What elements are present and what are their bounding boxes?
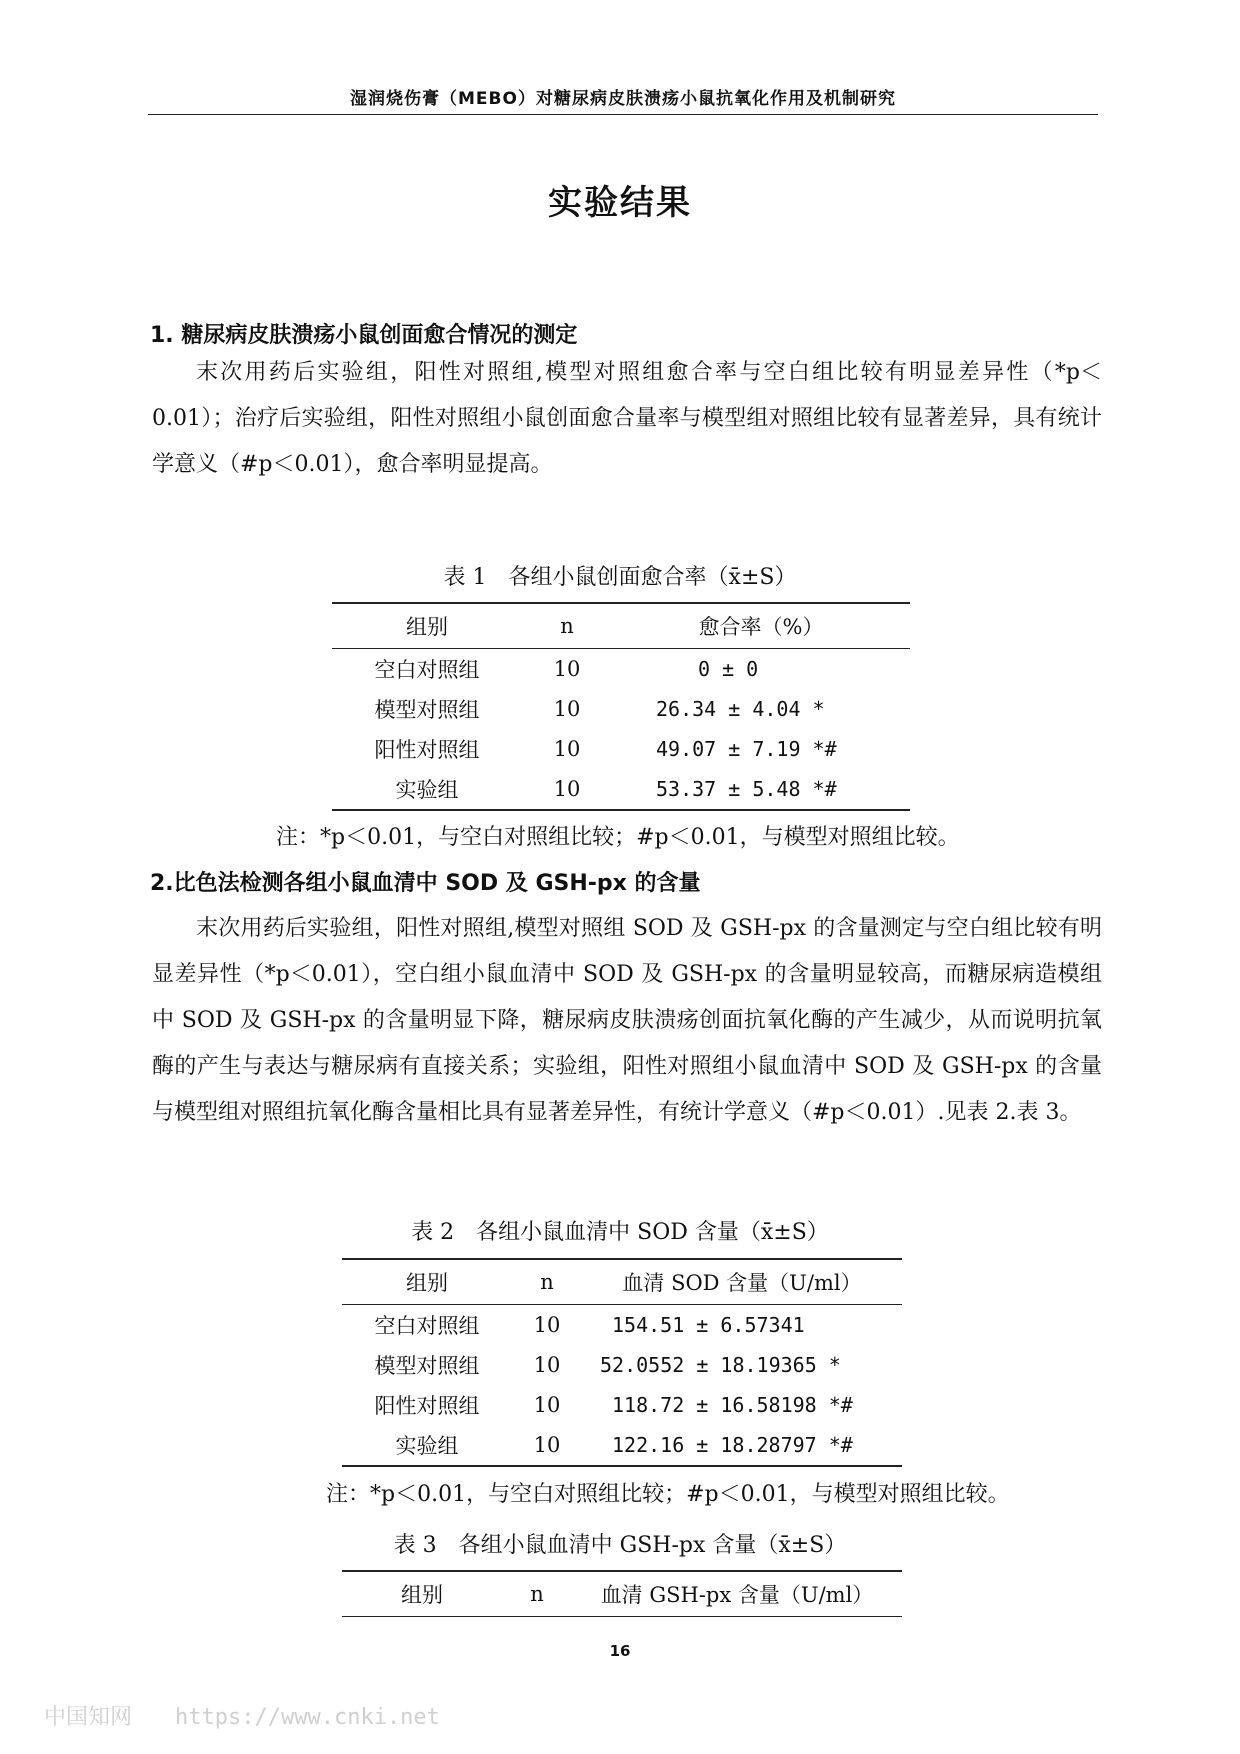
- group-cell: 实验组: [332, 769, 522, 810]
- table-row: [342, 1345, 902, 1385]
- table-row: [342, 1305, 902, 1346]
- watermark-url: https://www.cnki.net: [175, 1705, 440, 1730]
- watermark-brand: 中国知网: [44, 1705, 133, 1730]
- table-3-caption: 表 3 各组小鼠血清中 GSH-px 含量（x̄±S）: [393, 1533, 847, 1558]
- section-2-paragraph: 末次用药后实验组，阳性对照组,模型对照组 SOD 及 GSH-px 的含量测定与空白组比较有明显差异性（*p＜0.01），空白组小鼠血清中 SOD 及 GSH-px 的含量明显较高，而糖尿病造模组中 SOD 及 GSH-px 的含量明显下降，糖尿病皮肤溃疡创面抗氧化酶的产生减少，从而说明抗氧酶的产生与表达与糖尿病有直接关系；实验组，阳性对照组小鼠血清中 SOD 及 GSH-px 的含量与模型组对照组抗氧化酶含量相比具有显著差异性，有统计学意义（#p＜0.01）.见表 2.表 3。: [152, 916, 1102, 1125]
- table-header-row: [332, 603, 910, 649]
- table-row: [342, 1425, 902, 1466]
- table-row: [332, 689, 910, 729]
- value-cell: 52.0552 ± 18.19365 *: [600, 1353, 841, 1377]
- table-header-row: [342, 1571, 902, 1617]
- n-cell: 10: [533, 1353, 561, 1377]
- n-cell: 10: [533, 1393, 561, 1417]
- column-header-group: 组别: [332, 603, 522, 649]
- page-title: 实验结果: [548, 183, 692, 223]
- group-cell: 阳性对照组: [374, 1394, 480, 1418]
- table-header-row: [342, 1259, 902, 1305]
- group-cell: 空白对照组: [374, 1314, 480, 1338]
- value-cell: 122.16 ± 18.28797 *#: [582, 1425, 902, 1466]
- value-cell: 0 ± 0: [698, 657, 759, 681]
- table-1: [332, 602, 910, 811]
- header-divider: [148, 114, 1098, 115]
- group-cell: 模型对照组: [374, 698, 480, 722]
- column-header-n: n: [522, 603, 612, 649]
- value-cell: 118.72 ± 16.58198 *#: [612, 1393, 853, 1417]
- table-2: [342, 1258, 902, 1467]
- table-row: [332, 729, 910, 769]
- n-cell: 10: [553, 737, 581, 761]
- page-number: 16: [609, 1642, 631, 1660]
- column-header-group: 组别: [342, 1259, 512, 1305]
- group-cell: 模型对照组: [374, 1354, 480, 1378]
- table-row: [342, 1385, 902, 1425]
- section-2-heading: 2.比色法检测各组小鼠血清中 SOD 及 GSH-px 的含量: [150, 871, 701, 896]
- section-1-heading: 1. 糖尿病皮肤溃疡小鼠创面愈合情况的测定: [150, 323, 578, 348]
- column-header-n: n: [502, 1571, 572, 1617]
- cnki-watermark: [44, 1700, 440, 1731]
- column-header-group: 组别: [342, 1571, 502, 1617]
- table-row: [332, 649, 910, 690]
- table-row: [332, 769, 910, 810]
- value-cell: 49.07 ± 7.19 *#: [656, 737, 837, 761]
- table-2-note: 注：*p＜0.01，与空白对照组比较；#p＜0.01，与模型对照组比较。: [326, 1482, 1010, 1507]
- n-cell: 10: [512, 1425, 582, 1466]
- n-cell: 10: [522, 769, 612, 810]
- table-2-caption: 表 2 各组小鼠血清中 SOD 含量（x̄±S）: [411, 1220, 829, 1245]
- group-cell: 实验组: [342, 1425, 512, 1466]
- section-1-paragraph: 末次用药后实验组，阳性对照组,模型对照组愈合率与空白组比较有明显差异性（*p＜0.01）；治疗后实验组，阳性对照组小鼠创面愈合量率与模型组对照组比较有显著差异，具有统计学意义（#p＜0.01），愈合率明显提高。: [152, 360, 1102, 477]
- column-header-n: n: [512, 1259, 582, 1305]
- group-cell: 阳性对照组: [374, 738, 480, 762]
- group-cell: 空白对照组: [374, 658, 480, 682]
- n-cell: 10: [553, 697, 581, 721]
- table-1-caption: 表 1 各组小鼠创面愈合率（x̄±S）: [443, 565, 797, 590]
- n-cell: 10: [533, 1313, 561, 1337]
- column-header-sod: 血清 SOD 含量（U/ml）: [582, 1259, 902, 1305]
- column-header-healing-rate: 愈合率（%）: [612, 603, 910, 649]
- column-header-gsh-px: 血清 GSH-px 含量（U/ml）: [572, 1571, 902, 1617]
- value-cell: 53.37 ± 5.48 *#: [612, 769, 910, 810]
- n-cell: 10: [553, 657, 581, 681]
- table-1-note: 注：*p＜0.01，与空白对照组比较；#p＜0.01，与模型对照组比较。: [276, 825, 960, 850]
- running-header: 湿润烧伤膏（MEBO）对糖尿病皮肤溃疡小鼠抗氧化作用及机制研究: [350, 89, 896, 109]
- table-3: [342, 1570, 902, 1617]
- value-cell: 26.34 ± 4.04 *: [656, 697, 825, 721]
- value-cell: 154.51 ± 6.57341: [612, 1313, 805, 1337]
